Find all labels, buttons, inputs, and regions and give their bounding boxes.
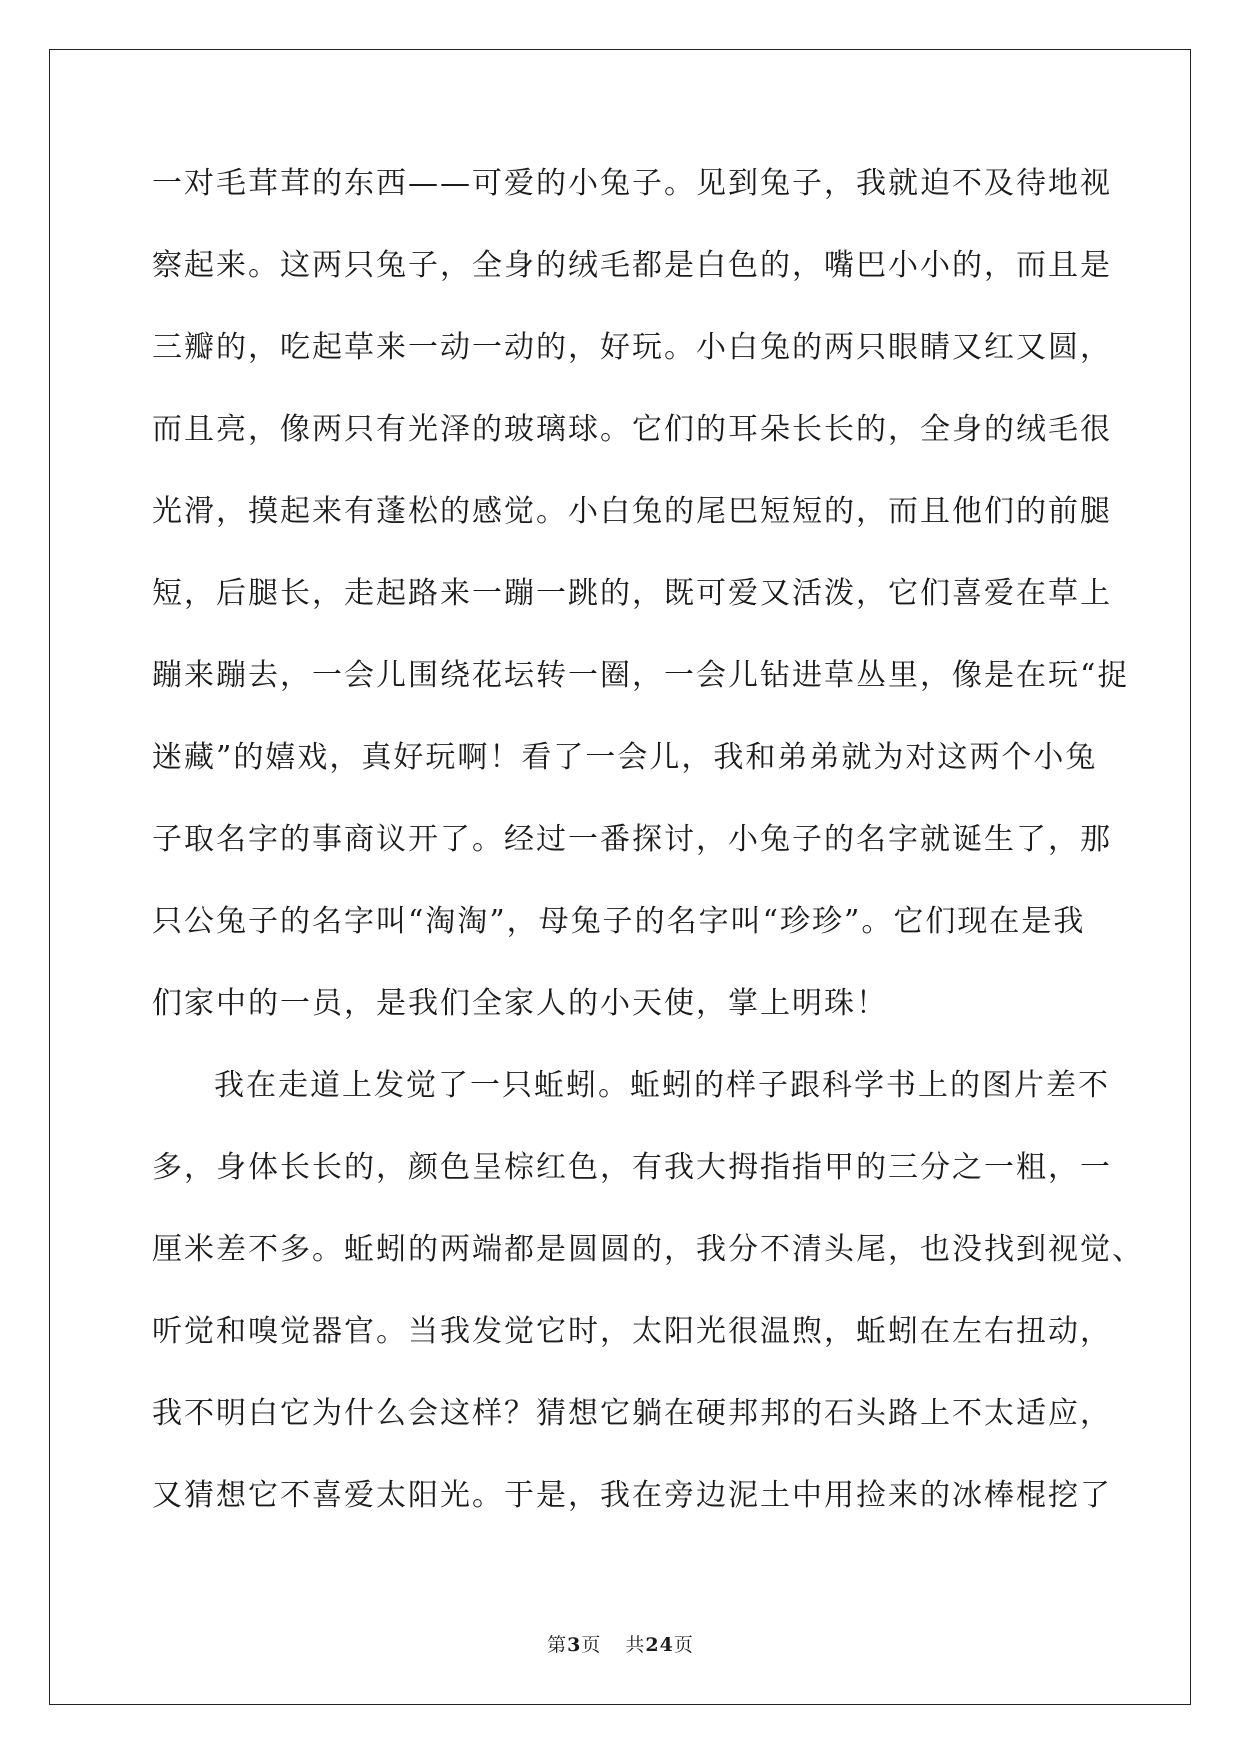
text-line: 听觉和嗅觉器官。当我发觉它时，太阳光很温煦，蚯蚓在左右扭动， (152, 1314, 1112, 1349)
text-line: 短，后腿长，走起路来一蹦一跳的，既可爱又活泼，它们喜爱在草上 (152, 576, 1112, 611)
text-line: 厘米差不多。蚯蚓的两端都是圆圆的，我分不清头尾，也没找到视觉、 (152, 1232, 1144, 1267)
text-line: 子取名字的事商议开了。经过一番探讨，小兔子的名字就诞生了，那 (152, 822, 1112, 857)
text-line: 蹦来蹦去，一会儿围绕花坛转一圈，一会儿钻进草丛里，像是在玩“捉 (152, 658, 1130, 693)
text-line: 只公兔子的名字叫“淘淘”，母兔子的名字叫“珍珍”。它们现在是我 (152, 904, 1086, 939)
page-footer (0, 1630, 1241, 1657)
page-number: 3 (567, 1634, 582, 1656)
total-prefix: 共 (625, 1634, 646, 1656)
text-line: 察起来。这两只兔子，全身的绒毛都是白色的，嘴巴小小的，而且是 (152, 248, 1112, 283)
text-line: 三瓣的，吃起草来一动一动的，好玩。小白兔的两只眼睛又红又圆， (152, 330, 1112, 365)
text-line: 一对毛茸茸的东西——可爱的小兔子。见到兔子，我就迫不及待地视 (152, 166, 1112, 201)
text-line: 我在走道上发觉了一只蚯蚓。蚯蚓的样子跟科学书上的图片差不 (214, 1068, 1110, 1103)
text-line: 又猜想它不喜爱太阳光。于是，我在旁边泥土中用捡来的冰棒棍挖了 (152, 1478, 1112, 1513)
text-line: 多，身体长长的，颜色呈棕红色，有我大拇指指甲的三分之一粗，一 (152, 1150, 1112, 1185)
page-suffix: 页 (581, 1634, 602, 1656)
page-prefix: 第 (547, 1634, 568, 1656)
text-line: 迷藏”的嬉戏，真好玩啊！看了一会儿，我和弟弟就为对这两个小兔 (152, 740, 1098, 775)
text-line: 而且亮，像两只有光泽的玻璃球。它们的耳朵长长的，全身的绒毛很 (152, 412, 1112, 447)
text-line: 光滑，摸起来有蓬松的感觉。小白兔的尾巴短短的，而且他们的前腿 (152, 494, 1112, 529)
text-line: 们家中的一员，是我们全家人的小天使，掌上明珠！ (152, 986, 888, 1021)
text-line: 我不明白它为什么会这样？猜想它躺在硬邦邦的石头路上不太适应， (152, 1396, 1112, 1431)
document-body (152, 160, 1144, 1554)
total-suffix: 页 (673, 1634, 694, 1656)
total-pages: 24 (645, 1634, 674, 1656)
